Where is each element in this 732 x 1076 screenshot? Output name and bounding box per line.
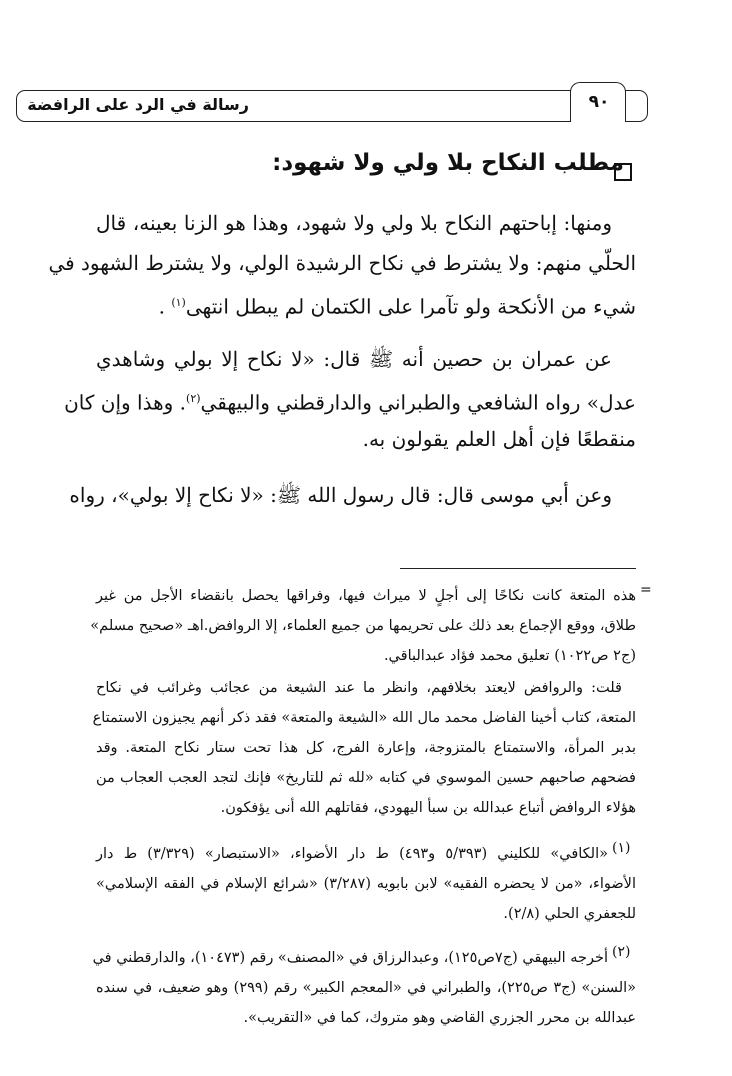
footnote-note-line-2: المتعة، كتاب أخينا الفاضل محمد مال الله «الشيعة والمتعة» فقد ذكر أنهم يجيزون الاستمتاع: [92, 710, 636, 726]
section-heading: مطلب النكاح بلا ولي ولا شهود:: [272, 150, 624, 176]
footnote-1-line-3: للجعفري الحلي (٢/٨).: [503, 906, 636, 922]
header-title: رسالة في الرد على الرافضة: [27, 95, 249, 114]
footnote-note-line-1: قلت: والروافض لايعتد بخلافهم، وانظر ما عند الشيعة من عجائب وغرائب في نكاح: [96, 680, 622, 696]
body-line-6: منقطعًا فإن أهل العلم يقولون به.: [362, 427, 636, 451]
footnote-separator: [400, 568, 636, 569]
page-number: ٩٠: [588, 92, 610, 112]
footnote-2-line-3: عبدالله بن محرر الجزري القاضي وهو متروك، كما في «التقريب».: [243, 1010, 636, 1026]
body-line-4: عن عمران بن حصين أنه ﷺ قال: «لا نكاح إلا بولي وشاهدي: [96, 347, 612, 371]
running-header: [16, 90, 648, 122]
footnote-note-line-3: بدبر المرأة، والاستمتاع بالمتزوجة، وإعارة الفرج، كل هذا تحت ستار نكاح المتعة. وقد: [96, 740, 636, 756]
footnote-note-line-4: فضحهم صاحبهم حسين الموسوي في كتابه «لله ثم للتاريخ» فإنك لتجد العجب العجاب من: [96, 770, 636, 786]
footnote-1-line-2: الأضواء، «من لا يحضره الفقيه» لابن بابويه (٣/٢٨٧) «شرائع الإسلام في الفقه الإسلامي»: [96, 876, 636, 892]
footnote-2-marker: (٢): [612, 944, 631, 960]
footnote-cont-line-1: هذه المتعة كانت نكاحًا إلى أجلٍ لا ميراث فيها، وفراقها يحصل بانقضاء الأجل من غير: [96, 588, 636, 604]
footnote-1-marker: (١): [612, 840, 631, 856]
footnote-ref-2: (٢): [186, 392, 201, 405]
footnote-cont-line-2: طلاق، ووقع الإجماع بعد ذلك على تحريمها من جميع العلماء، إلا الروافض.اهـ «صحيح مسلم»: [90, 618, 636, 634]
footnote-1-line-1: «الكافي» للكليني (٥/٣٩٣ و٤٩٣) ط دار الأضواء، «الاستبصار» (٣/٣٢٩) ط دار: [96, 846, 608, 862]
footnote-2-line-1: أخرجه البيهقي (ج٧ص١٢٥)، وعبدالرزاق في «المصنف» رقم (١٠٤٧٣)، والدارقطني في: [92, 950, 608, 966]
body-line-2: الحلّي منهم: ولا يشترط في نكاح الرشيدة الولي، ولا يشترط الشهود في: [48, 251, 636, 275]
footnote-ref-1: (١): [171, 296, 186, 309]
body-line-7: وعن أبي موسى قال: قال رسول الله ﷺ: «لا نكاح إلا بولي»، رواه: [69, 483, 612, 507]
footnote-cont-line-3: (ج٢ ص١٠٢٢) تعليق محمد فؤاد عبدالباقي.: [383, 648, 636, 664]
body-line-1: ومنها: إباحتهم النكاح بلا ولي ولا شهود، وهذا هو الزنا بعينه، قال: [96, 211, 612, 235]
footnote-2-line-2: «السنن» (ج٣ ص٢٢٥)، والطبراني في «المعجم الكبير» رقم (٢٩٩) وهو ضعيف، في سنده: [96, 980, 637, 996]
footnote-continuation-marker: =: [640, 582, 652, 598]
page-number-tab: [570, 82, 626, 122]
footnote-note-line-5: هؤلاء الروافض أتباع عبدالله بن سبأ اليهودي، فقاتلهم الله أنى يؤفكون.: [220, 800, 636, 816]
body-line-3: شيء من الأنكحة ولو تآمرا على الكتمان لم يبطل انتهى$^{(١)}$ .: [158, 294, 636, 319]
body-line-5: عدل» رواه الشافعي والطبراني والدارقطني والبيهقي$^{(٢)}$. وهذا وإن كان: [64, 390, 636, 415]
